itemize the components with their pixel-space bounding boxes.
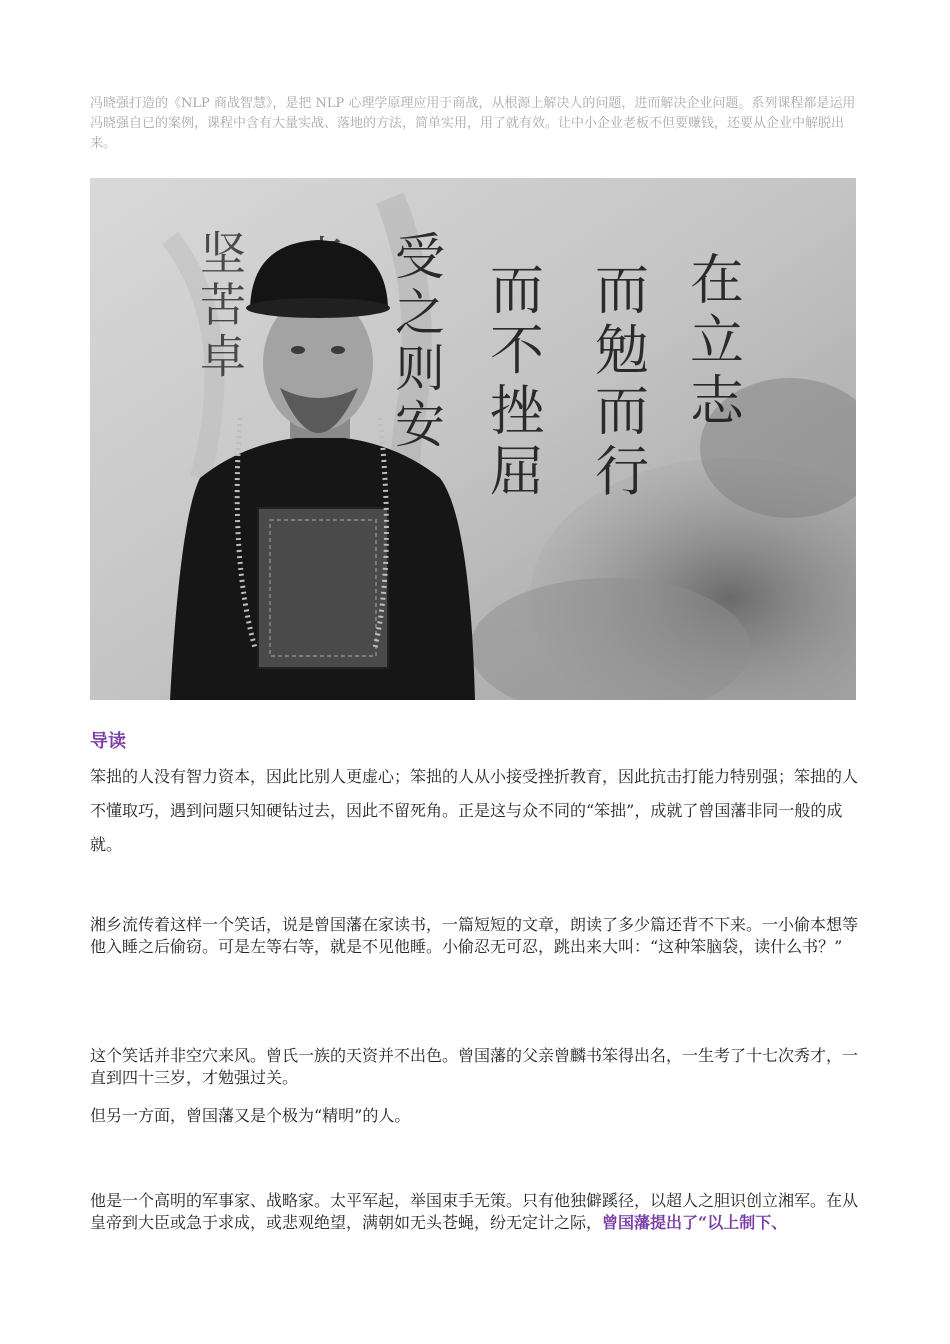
body-paragraph-last xyxy=(90,1190,864,1234)
calligraphy-char: 挫 xyxy=(490,379,544,443)
calligraphy-char: 立 xyxy=(690,308,744,372)
body-paragraph: 这个笑话并非空穴来风。曾氏一族的天资并不出色。曾国藩的父亲曾麟书笨得出名，一生考了十七次秀才，一直到四十三岁，才勉强过关。 xyxy=(90,1046,859,1087)
calligraphy-char: 受 xyxy=(395,228,445,286)
calligraphy-char: 勉 xyxy=(595,318,649,382)
calligraphy-char: 之 xyxy=(395,284,445,342)
calligraphy-char: 则 xyxy=(395,340,445,398)
calligraphy-char: 而 xyxy=(490,258,544,322)
calligraphy-char: 苦 xyxy=(200,278,246,333)
calligraphy-char: 而 xyxy=(595,379,649,443)
calligraphy-char: 安 xyxy=(395,396,445,454)
body-paragraph: 但另一方面，曾国藩又是个极为“精明”的人。 xyxy=(90,1106,411,1125)
portrait-photo xyxy=(90,178,856,700)
calligraphy-char: 志 xyxy=(690,369,744,433)
intro-text: 冯晓强打造的《NLP 商战智慧》，是把 NLP 心理学原理应用于商战，从根源上解决人的问题，进而解决企业问题。系列课程都是运用冯晓强自已的案例，课程中含有大量实战、落地的方法，简单实用，用了就有效。让中小企业老板不但要赚钱，还要从企业中解脱出来。 xyxy=(90,96,856,151)
portrait-illustration xyxy=(90,178,856,700)
calligraphy-char: 而 xyxy=(595,258,649,322)
calligraphy-char: 在 xyxy=(690,248,744,312)
calligraphy-char: 不 xyxy=(490,318,544,382)
calligraphy-char: 屈 xyxy=(490,439,544,503)
body-paragraph: 湘乡流传着这样一个笑话，说是曾国藩在家读书，一篇短短的文章，朗读了多少篇还背不下来。一小偷本想等他入睡之后偷窃。可是左等右等，就是不见他睡。小偷忍无可忍，跳出来大叫：“这种笨脑袋，读什么书？” xyxy=(90,915,859,956)
section-title: 导读 xyxy=(90,731,126,752)
calligraphy-char: 卓 xyxy=(200,329,246,384)
calligraphy-char: 行 xyxy=(595,439,649,503)
calligraphy-char: 坚 xyxy=(200,226,246,281)
lead-paragraph: 笨拙的人没有智力资本，因此比别人更虚心；笨拙的人从小接受挫折教育，因此抗击打能力特别强；笨拙的人不懂取巧，遇到问题只知硬钻过去，因此不留死角。正是这与众不同的“笨拙”，成就了曾国藩非同一般的成就。 xyxy=(90,767,859,854)
highlight-text: 曾国藩提出了“以上制下、 xyxy=(602,1213,788,1232)
body-text: 他是一个高明的军事家、战略家。太平军起，举国束手无策。只有他独僻蹊径，以超人之胆识创立湘军。在从皇帝到大臣或急于求成，或悲观绝望，满朝如无头苍蝇，纷无定计之际， xyxy=(90,1191,859,1232)
